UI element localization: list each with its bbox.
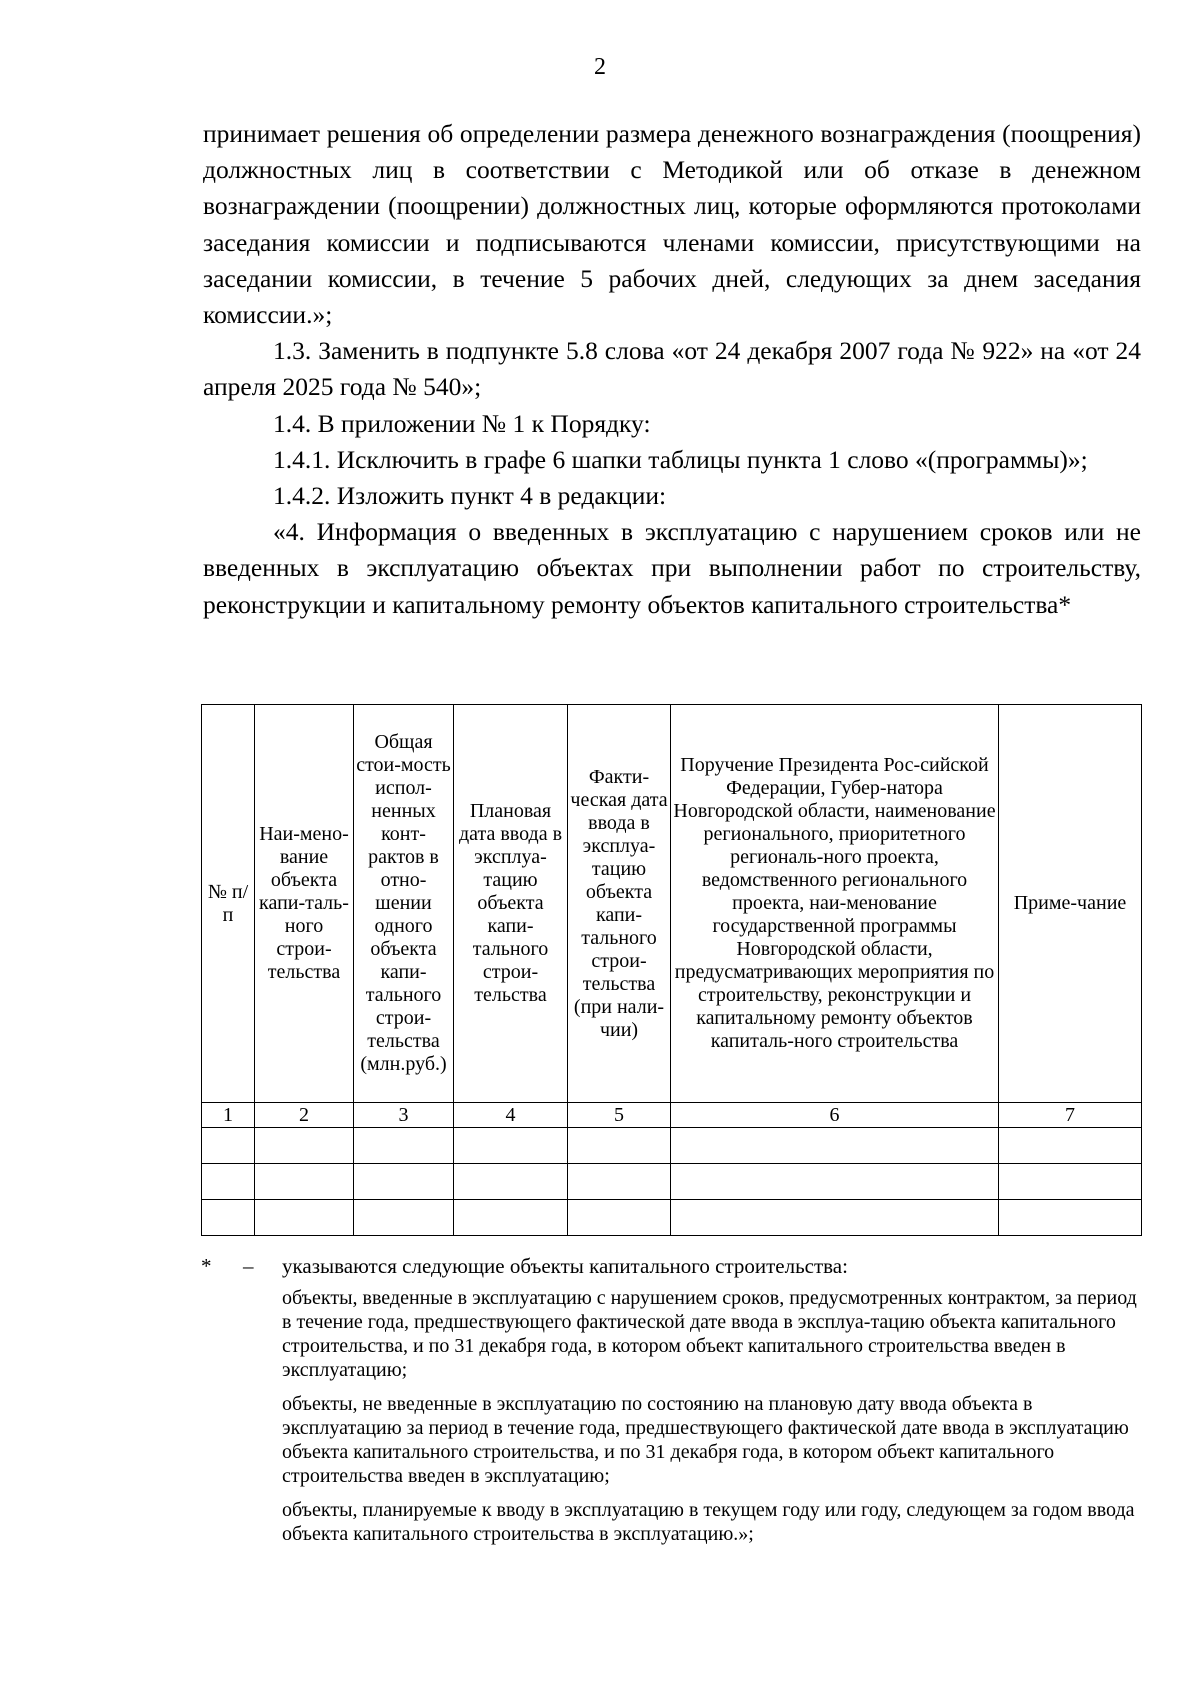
column-number: 2 bbox=[255, 1103, 354, 1128]
footnote-items bbox=[282, 1286, 1141, 1546]
document-body bbox=[203, 116, 1141, 623]
page-number: 2 bbox=[594, 54, 606, 80]
footnote-item-not-commissioned: объекты, не введенные в эксплуатацию по состоянию на плановую дату ввода объекта в эксплуатацию за период в течение года, предшествующего фактической дате ввода в эксплуатацию объекта капитального строительства, и по 31 декабря года, в котором объект капитального строительства введен в эксплуатацию; bbox=[282, 1393, 1129, 1487]
column-number: 5 bbox=[568, 1103, 671, 1128]
table-cell bbox=[202, 1200, 255, 1236]
table-cell bbox=[999, 1164, 1142, 1200]
table-row bbox=[202, 1200, 1142, 1236]
table-cell bbox=[202, 1164, 255, 1200]
column-number: 3 bbox=[354, 1103, 454, 1128]
table-header-row bbox=[202, 705, 1142, 1103]
header-planned-date: Плановая дата ввода в эксплуа-тацию объекта капи-тального строи-тельства bbox=[454, 705, 568, 1103]
header-number: № п/п bbox=[202, 705, 255, 1103]
header-actual-date: Факти-ческая дата ввода в эксплуа-тацию объекта капи-тального строи-тельства (при нали-чии) bbox=[568, 705, 671, 1103]
footnote-item-planned: объекты, планируемые к вводу в эксплуатацию в текущем году или году, следующем за годом ввода объекта капитального строительства в эксплуатацию.»; bbox=[282, 1499, 1135, 1545]
table-cell bbox=[454, 1128, 568, 1164]
table-cell bbox=[255, 1200, 354, 1236]
table-cell bbox=[568, 1164, 671, 1200]
table-cell bbox=[454, 1200, 568, 1236]
table-cell bbox=[568, 1200, 671, 1236]
footnote-header bbox=[201, 1254, 1141, 1286]
header-instruction: Поручение Президента Рос-сийской Федерации, Губер-натора Новгородской области, наименование регионального, приоритетного региональ-ного проекта, ведомственного регионального проекта, наи-менование государственной программы Новгородской области, предусматривающих мероприятия по строительству, реконструкции и капитальному ремонту объектов капиталь-ного строительства bbox=[671, 705, 999, 1103]
table-cell bbox=[999, 1128, 1142, 1164]
table-cell bbox=[454, 1164, 568, 1200]
footnote-star: * bbox=[201, 1254, 212, 1278]
header-total-cost: Общая стои-мость испол-ненных конт-рактов в отно-шении одного объекта капи-тального строи-тельства (млн.руб.) bbox=[354, 705, 454, 1103]
column-number: 4 bbox=[454, 1103, 568, 1128]
table-column-numbers-row bbox=[202, 1103, 1142, 1128]
header-note: Приме-чание bbox=[999, 705, 1142, 1103]
paragraph-item-4-title: «4. Информация о введенных в эксплуатацию с нарушением сроков или не введенных в эксплуатацию объектах при выполнении работ по строительству, реконструкции и капитальному ремонту объектов капитального строительства* bbox=[203, 517, 1141, 619]
paragraph-1-4-2: 1.4.2. Изложить пункт 4 в редакции: bbox=[273, 481, 667, 511]
table-cell bbox=[255, 1128, 354, 1164]
table-cell bbox=[671, 1200, 999, 1236]
footnote bbox=[201, 1254, 1141, 1556]
table-cell bbox=[255, 1164, 354, 1200]
table-cell bbox=[568, 1128, 671, 1164]
footnote-dash: – bbox=[243, 1254, 254, 1278]
footnote-item-late-objects: объекты, введенные в эксплуатацию с нарушением сроков, предусмотренных контрактом, за период в течение года, предшествующего фактической дате ввода в эксплуа-тацию объекта капитального строительства, и по 31 декабря года, в котором объект капитального строительства введен в эксплуатацию; bbox=[282, 1287, 1137, 1381]
table-cell bbox=[202, 1128, 255, 1164]
table-cell bbox=[671, 1128, 999, 1164]
column-number: 1 bbox=[202, 1103, 255, 1128]
table-row bbox=[202, 1164, 1142, 1200]
table-cell bbox=[354, 1200, 454, 1236]
column-number: 7 bbox=[999, 1103, 1142, 1128]
column-number: 6 bbox=[671, 1103, 999, 1128]
table-cell bbox=[999, 1200, 1142, 1236]
table-row bbox=[202, 1128, 1142, 1164]
table-cell bbox=[354, 1164, 454, 1200]
footnote-intro: указываются следующие объекты капитального строительства: bbox=[282, 1254, 848, 1278]
paragraph-1-4-1: 1.4.1. Исключить в графе 6 шапки таблицы пункта 1 слово «(программы)»; bbox=[273, 444, 1088, 474]
paragraph-1-3: 1.3. Заменить в подпункте 5.8 слова «от 24 декабря 2007 года № 922» на «от 24 апреля 2025 года № 540»; bbox=[203, 336, 1141, 402]
paragraph-commission-decision: принимает решения об определении размера денежного вознаграждения (поощрения) должностных лиц в соответствии с Методикой или об отказе в денежном вознаграждении (поощрении) должностных лиц, которые оформляются протоколами заседания комиссии и подписываются членами комиссии, присутствующими на заседании комиссии, в течение 5 рабочих дней, следующих за днем заседания комиссии.»; bbox=[203, 119, 1141, 330]
objects-table bbox=[201, 704, 1142, 1236]
header-object-name: Наи-мено-вание объекта капи-таль-ного строи-тельства bbox=[255, 705, 354, 1103]
table-cell bbox=[354, 1128, 454, 1164]
paragraph-1-4: 1.4. В приложении № 1 к Порядку: bbox=[273, 408, 651, 438]
table-cell bbox=[671, 1164, 999, 1200]
